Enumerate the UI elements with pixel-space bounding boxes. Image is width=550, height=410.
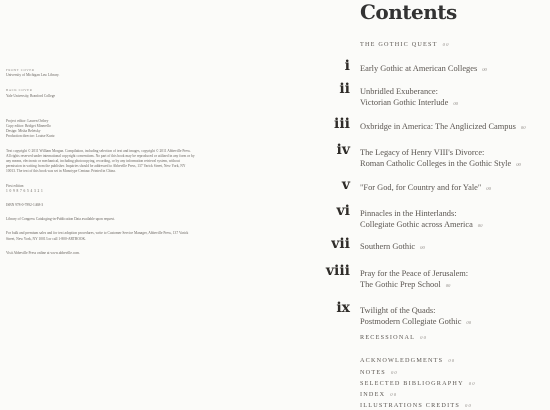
toc-chapter-title	[360, 121, 526, 133]
toc-chapter-title	[360, 208, 482, 231]
toc-chapter-numeral: iii	[334, 116, 350, 132]
credit-line: Project editor: Lauren Orthey	[6, 118, 49, 123]
toc-chapter-title-line: Southern Gothic 00	[360, 242, 425, 251]
toc-section-title: NOTES 00	[360, 369, 398, 376]
toc-chapter-title-line: "For God, for Country and for Yale" 00	[360, 183, 491, 192]
toc-page-number: 00	[482, 67, 487, 72]
cip-text: Library of Congress Cataloging-in-Publication Data available upon request.	[6, 217, 115, 222]
toc-chapter-title-line: Twilight of the Quads:	[360, 306, 436, 315]
toc-page-number: 00	[420, 245, 425, 250]
toc-section-title: SELECTED BIBLIOGRAPHY 00	[360, 380, 476, 387]
toc-chapter-title-line: Pray for the Peace of Jerusalem:	[360, 269, 469, 278]
toc-chapter-numeral: viii	[325, 263, 350, 279]
edition-numbers: 1 0 9 8 7 6 5 4 3 2 1	[6, 188, 44, 193]
contents-title: Contents	[360, 0, 457, 24]
credit-line: Copy editor: Bridget Minerello	[6, 124, 51, 129]
toc-page-number: 00	[468, 381, 476, 386]
toc-chapter-title	[360, 305, 471, 328]
copyright-text: Text copyright © 2011 William Morgan. Compilation, including selection of text and images, copyright © 2011 Abbeville Press. All rights reserved under international copyright conventions. No part of this book may be reproduced or utilized in any form or by any means, electronic or mechanical, including photocopying, recording, or by any information retrieval system, without permission in writing from the publisher. Inquiries should be addressed to Abbeville Press, 137 Varick Street, New York, NY 10013. The text of this book was set in Monotype Centaur. Printed in China.	[6, 148, 195, 174]
toc-chapter-title-line: Victorian Gothic Interlude 00	[360, 98, 458, 107]
toc-chapter-numeral: v	[341, 177, 350, 193]
toc-chapter-title-line: The Gothic Prep School 00	[360, 280, 451, 289]
toc-section-title: ACKNOWLEDGMENTS 00	[360, 357, 456, 364]
toc-chapter-title	[360, 147, 521, 170]
toc-section-title: ILLUSTRATIONS CREDITS 00	[360, 402, 472, 409]
toc-chapter-title-line: Pinnacles in the Hinterlands:	[360, 209, 457, 218]
toc-page-number: 00	[486, 186, 491, 191]
toc-page-number: 00	[390, 370, 398, 375]
toc-page-number: 00	[445, 283, 451, 288]
toc-chapter-title	[360, 268, 468, 291]
toc-chapter-numeral: i	[344, 58, 350, 74]
toc-chapter-numeral: ii	[339, 81, 350, 97]
toc-page-number: 00	[448, 358, 456, 363]
toc-chapter-numeral: ix	[336, 300, 350, 316]
toc-page-number: 00	[466, 320, 472, 325]
toc-chapter-numeral: vii	[331, 236, 350, 252]
toc-page-number: 00	[520, 125, 526, 130]
toc-page-number: 00	[453, 101, 458, 106]
toc-chapter-title-line: Oxbridge in America: The Anglicized Campus 00	[360, 122, 526, 131]
isbn: ISBN 978-0-7892-1468-3	[6, 203, 44, 208]
toc-section-title: RECESSIONAL 00	[360, 334, 428, 341]
toc-chapter-title	[360, 182, 491, 194]
toc-chapter-title	[360, 63, 487, 75]
toc-chapter-numeral: iv	[336, 142, 350, 158]
toc-section-title: THE GOTHIC QUEST 00	[360, 41, 450, 48]
toc-page-number: 00	[464, 403, 472, 408]
credit-line: Design: Misha Beletsky	[6, 129, 41, 134]
credit-line: Production director: Louise Kurtz	[6, 134, 55, 139]
toc-chapter-title-line: Early Gothic at American Colleges 00	[360, 64, 487, 73]
visit-text: Visit Abbeville Press online at www.abbeville.com.	[6, 250, 81, 255]
back-cover-text: Yale University, Branford College	[6, 93, 56, 98]
sales-text: For bulk and premium sales and for text adoption procedures, write to Customer Service Manager, Abbeville Press, 137 Varick Street, New York, NY 10013 or call 1-800-ARTBOOK.	[6, 231, 189, 241]
toc-chapter-title	[360, 86, 458, 109]
toc-chapter-title-line: The Legacy of Henry VIII's Divorce:	[360, 148, 485, 157]
toc-section-title: INDEX 00	[360, 391, 398, 398]
toc-chapter-title-line: Collegiate Gothic across America 00	[360, 220, 483, 229]
toc-page-number: 00	[420, 335, 428, 340]
front-cover-text: University of Michigan Law Library.	[6, 73, 60, 78]
back-cover-label: BACK COVER	[6, 88, 33, 93]
toc-chapter-title-line: Postmodern Collegiate Gothic 00	[360, 317, 472, 326]
credits	[6, 119, 196, 140]
toc-chapter-title	[360, 241, 425, 253]
front-cover-label: FRONT COVER	[6, 68, 35, 72]
toc-page-number: 00	[477, 223, 483, 228]
toc-page-number: 00	[516, 162, 521, 167]
edition: First edition	[6, 183, 24, 188]
toc-chapter-title-line: Unbridled Exuberance:	[360, 87, 438, 96]
toc-chapter-title-line: Roman Catholic Colleges in the Gothic Style 00	[360, 159, 521, 168]
copyright-page	[6, 0, 196, 256]
toc-chapter-numeral: vi	[336, 203, 350, 219]
toc-page-number: 00	[442, 42, 450, 47]
toc-page-number: 00	[390, 392, 398, 397]
